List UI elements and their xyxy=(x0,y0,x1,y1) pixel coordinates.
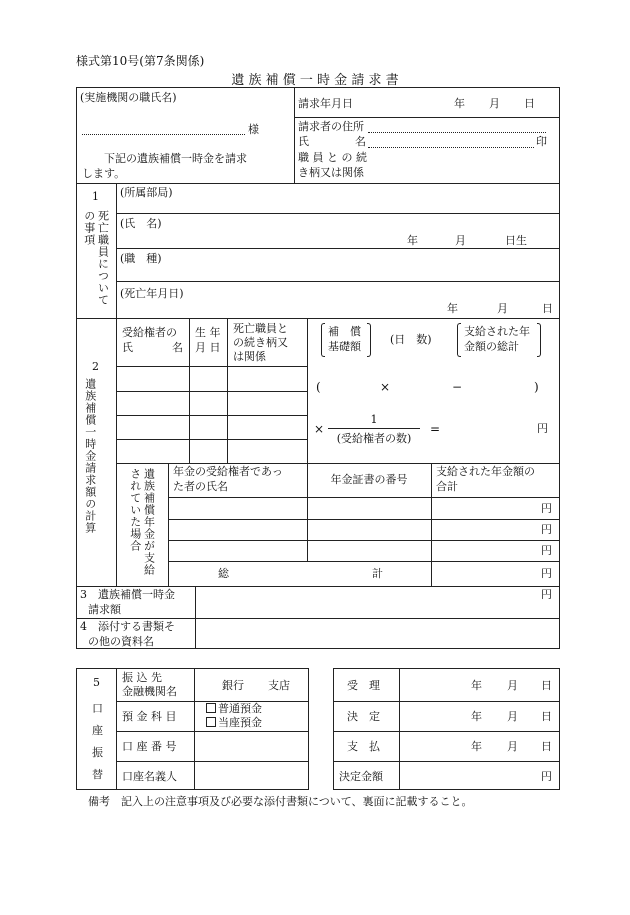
col-relation-3: は関係 xyxy=(233,350,266,363)
section1-label: 死亡職員について の事項 xyxy=(82,210,110,306)
pension-total-1: 総 xyxy=(218,567,229,580)
payment-day: 日 xyxy=(541,740,552,753)
section2-label: 遺族補償一時金請求額の計算 xyxy=(83,378,97,534)
death-year: 年 xyxy=(447,302,458,315)
fraction-bar xyxy=(328,428,420,429)
request-date-label: 請求年月日 xyxy=(298,97,353,110)
deceased-name-label: (氏 名) xyxy=(120,217,162,230)
bank-name-suffix: 銀行 xyxy=(222,679,244,692)
name-line[interactable] xyxy=(368,147,534,148)
col-relation-2: の続き柄又 xyxy=(233,336,288,349)
job-label: (職 種) xyxy=(120,252,162,265)
col-recipient-1: 受給権者の xyxy=(122,326,177,339)
pension-col-name-2: た者の氏名 xyxy=(173,480,228,493)
pension-col-cert: 年金証書の番号 xyxy=(330,473,408,486)
section3-label-2: 請求額 xyxy=(88,603,121,616)
bank-side-char-4: 替 xyxy=(92,768,103,781)
relation-label-2: き柄又は関係 xyxy=(298,166,364,179)
frac-denominator: (受給権者の数) xyxy=(336,432,412,445)
section2-number: 2 xyxy=(92,360,99,373)
ordinary-label: 普通預金 xyxy=(218,702,262,715)
basic-amount-1: 補 償 xyxy=(328,325,361,338)
basic-amount-2: 基礎額 xyxy=(328,340,361,353)
formula-close: ) xyxy=(534,380,539,394)
current-deposit-option[interactable] xyxy=(206,716,262,729)
payment-month: 月 xyxy=(507,740,518,753)
pension-total-yen: 円 xyxy=(541,567,552,580)
account-holder-label: 口座名義人 xyxy=(122,770,177,783)
form-number: 様式第10号(第7条関係) xyxy=(76,54,205,68)
receipt-year: 年 xyxy=(471,679,482,692)
receipt-month: 月 xyxy=(507,679,518,692)
days-label: (日 数) xyxy=(390,333,432,346)
account-number-label: 口 座 番 号 xyxy=(122,740,177,753)
frac-numerator: 1 xyxy=(370,413,378,426)
paid-total-1: 支給された年 xyxy=(464,325,530,338)
request-text-2: します。 xyxy=(82,167,126,180)
decision-year: 年 xyxy=(471,710,482,723)
col-birth-2: 月 日 xyxy=(195,341,221,354)
col-birth-1: 生 年 xyxy=(195,326,221,339)
pension-label: 遺族補償年金が支給されていた場合 xyxy=(128,468,156,576)
account-type-label: 預 金 科 目 xyxy=(122,710,177,723)
seal-mark: 印 xyxy=(536,135,547,148)
pension-col-paid-2: 合計 xyxy=(436,480,458,493)
decision-day: 日 xyxy=(541,710,552,723)
section1-number: 1 xyxy=(92,190,99,203)
pension-yen-3: 円 xyxy=(541,544,552,557)
col-recipient-2a: 氏 xyxy=(122,341,133,354)
section3-label-1: 3 遺族補償一時金 xyxy=(80,588,175,601)
decided-amount-yen: 円 xyxy=(541,770,552,783)
ordinary-deposit-option[interactable] xyxy=(206,702,262,715)
branch-name-suffix: 支店 xyxy=(268,679,290,692)
birth-year: 年 xyxy=(407,234,418,247)
frac-times: × xyxy=(314,422,325,436)
decision-label: 決 定 xyxy=(347,710,380,723)
formula-times: × xyxy=(380,380,391,394)
death-date-label: (死亡年月日) xyxy=(120,287,184,300)
bank-side-char-1: 口 xyxy=(92,702,103,715)
birth-day: 日生 xyxy=(505,234,527,247)
pension-col-paid-1: 支給された年金額の xyxy=(436,465,535,478)
date-day: 日 xyxy=(524,97,535,110)
frac-equals: = xyxy=(430,422,441,436)
formula-yen: 円 xyxy=(537,422,548,435)
col-recipient-2b: 名 xyxy=(172,341,183,354)
ordinary-checkbox[interactable] xyxy=(206,703,216,713)
remarks-note: 備考 記入上の注意事項及び必要な添付書類について、裏面に記載すること。 xyxy=(88,795,473,808)
name-label-1: 氏 xyxy=(298,135,309,148)
paid-total-2: 金額の総計 xyxy=(464,340,519,353)
birth-month: 月 xyxy=(455,234,466,247)
col-relation-1: 死亡職員と xyxy=(233,322,288,335)
pension-col-name-1: 年金の受給権者であっ xyxy=(173,465,283,478)
decision-month: 月 xyxy=(507,710,518,723)
receipt-label: 受 理 xyxy=(347,679,380,692)
section4-label-2: の他の資料名 xyxy=(88,635,154,648)
payment-year: 年 xyxy=(471,740,482,753)
pension-yen-1: 円 xyxy=(541,502,552,515)
org-label: (実施機関の職氏名) xyxy=(80,91,177,104)
name-label-2: 名 xyxy=(355,135,366,148)
bank-institution-label-2: 金融機関名 xyxy=(122,685,177,698)
section4-label-1: 4 添付する書類そ xyxy=(80,620,175,633)
current-checkbox[interactable] xyxy=(206,717,216,727)
bank-section-number: 5 xyxy=(93,676,100,689)
relation-label-1: 職 員 と の 続 xyxy=(298,151,367,164)
payment-label: 支 払 xyxy=(347,740,380,753)
pension-yen-2: 円 xyxy=(541,523,552,536)
address-line[interactable] xyxy=(368,132,546,133)
formula-minus: − xyxy=(452,380,463,394)
request-text-1: 下記の遺族補償一時金を請求 xyxy=(104,152,247,165)
bank-side-char-2: 座 xyxy=(92,724,103,737)
section3-yen: 円 xyxy=(541,588,552,601)
address-label: 請求者の住所 xyxy=(298,120,364,133)
date-year: 年 xyxy=(454,97,465,110)
dept-label: (所属部局) xyxy=(120,186,173,199)
bank-institution-label-1: 振 込 先 xyxy=(122,671,162,684)
death-day: 日 xyxy=(542,302,553,315)
receipt-day: 日 xyxy=(541,679,552,692)
pension-total-2: 計 xyxy=(372,567,383,580)
org-name-line xyxy=(82,134,245,135)
decided-amount-label: 決定金額 xyxy=(339,770,383,783)
date-month: 月 xyxy=(489,97,500,110)
death-month: 月 xyxy=(497,302,508,315)
formula-open: ( xyxy=(316,380,321,394)
bank-side-char-3: 振 xyxy=(92,746,103,759)
form-title: 遺 族 補 償 一 時 金 請 求 書 xyxy=(231,73,399,88)
current-label: 当座預金 xyxy=(218,716,262,729)
sama-label: 様 xyxy=(248,123,259,136)
